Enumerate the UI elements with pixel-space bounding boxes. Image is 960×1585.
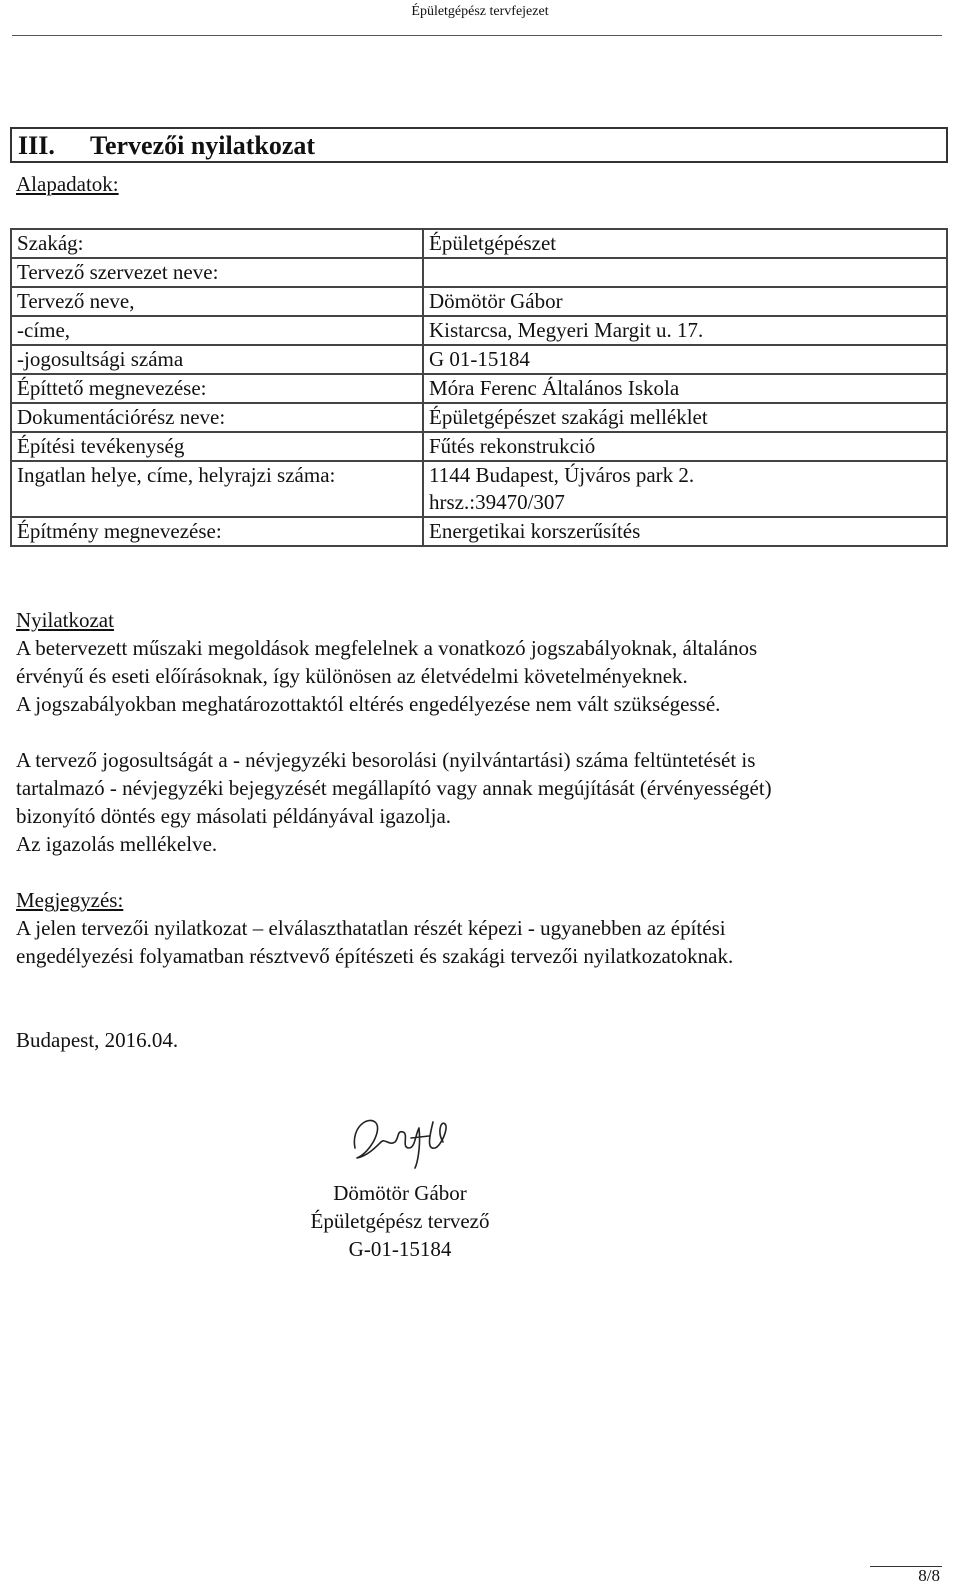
declaration-text: érvényű és eseti előírásoknak, így különösen az életvédelmi követelményeknek. [16,664,688,688]
row-label: -címe, [11,316,423,345]
row-value: Épületgépészet szakági melléklet [423,403,947,432]
row-label: Építmény megnevezése: [11,517,423,546]
authorization-text: A tervező jogosultságát a - névjegyzéki besorolási (nyilvántartási) száma feltüntetését is [16,748,756,772]
authorization-text: Az igazolás mellékelve. [16,832,218,856]
row-value [423,258,947,287]
row-label: Építési tevékenység [11,432,423,461]
row-label: Ingatlan helye, címe, helyrajzi száma: [11,461,423,517]
place-date: Budapest, 2016.04. [16,1028,179,1052]
row-value: Épületgépészet [423,229,947,258]
table-row [11,517,947,546]
note-block [16,886,936,970]
note-text: engedélyezési folyamatban résztvevő építészeti és szakági tervezői nyilatkozatoknak. [16,944,734,968]
signatory-name: Dömötör Gábor [333,1181,467,1205]
row-value: Fűtés rekonstrukció [423,432,947,461]
row-value: Móra Ferenc Általános Iskola [423,374,947,403]
authorization-text: bizonyító döntés egy másolati példányával igazolja. [16,804,452,828]
table-row [11,316,947,345]
row-value: Dömötör Gábor [423,287,947,316]
table-row [11,258,947,287]
row-label: Szakág: [11,229,423,258]
row-label: Dokumentációrész neve: [11,403,423,432]
basics-heading: Alapadatok: [16,172,119,196]
declaration-block [16,606,936,718]
signatory-role: Épületgépész tervező [310,1209,490,1233]
section-number: III. [18,131,55,160]
section-title: Tervezői nyilatkozat [90,131,316,160]
row-label: Tervező szervezet neve: [11,258,423,287]
header-divider [12,35,942,36]
row-value: Energetikai korszerűsítés [423,517,947,546]
row-value [423,461,947,517]
row-label: -jogosultsági száma [11,345,423,374]
handwritten-signature [345,1108,465,1172]
note-heading: Megjegyzés: [16,888,124,912]
table-row [11,345,947,374]
row-value: Kistarcsa, Megyeri Margit u. 17. [423,316,947,345]
authorization-block [16,746,936,858]
table-row [11,432,947,461]
section-title-box [10,127,948,163]
basic-data-table [10,228,948,547]
row-label: Tervező neve, [11,287,423,316]
declaration-text: A betervezett műszaki megoldások megfelelnek a vonatkozó jogszabályoknak, általános [16,636,758,660]
page-number: 8/8 [918,1566,940,1585]
table-row [11,287,947,316]
declaration-text: A jogszabályokban meghatározottaktól eltérés engedélyezése nem vált szükségessé. [16,692,721,716]
running-header: Épületgépész tervfejezet [411,4,549,19]
declaration-heading: Nyilatkozat [16,608,114,632]
authorization-text: tartalmazó - névjegyzéki bejegyzését megállapító vagy annak megújítását (érvényességét) [16,776,772,800]
table-row [11,374,947,403]
parcel-number: hrsz.:39470/307 [429,490,565,514]
table-row [11,403,947,432]
note-text: A jelen tervezői nyilatkozat – elválaszthatatlan részét képezi - ugyanebben az építési [16,916,726,940]
row-value: G 01-15184 [423,345,947,374]
signatory-block [260,1179,540,1263]
signatory-license: G-01-15184 [348,1237,452,1261]
row-label: Építtető megnevezése: [11,374,423,403]
table-row [11,229,947,258]
address-line: 1144 Budapest, Újváros park 2. [429,463,695,487]
table-row [11,461,947,517]
